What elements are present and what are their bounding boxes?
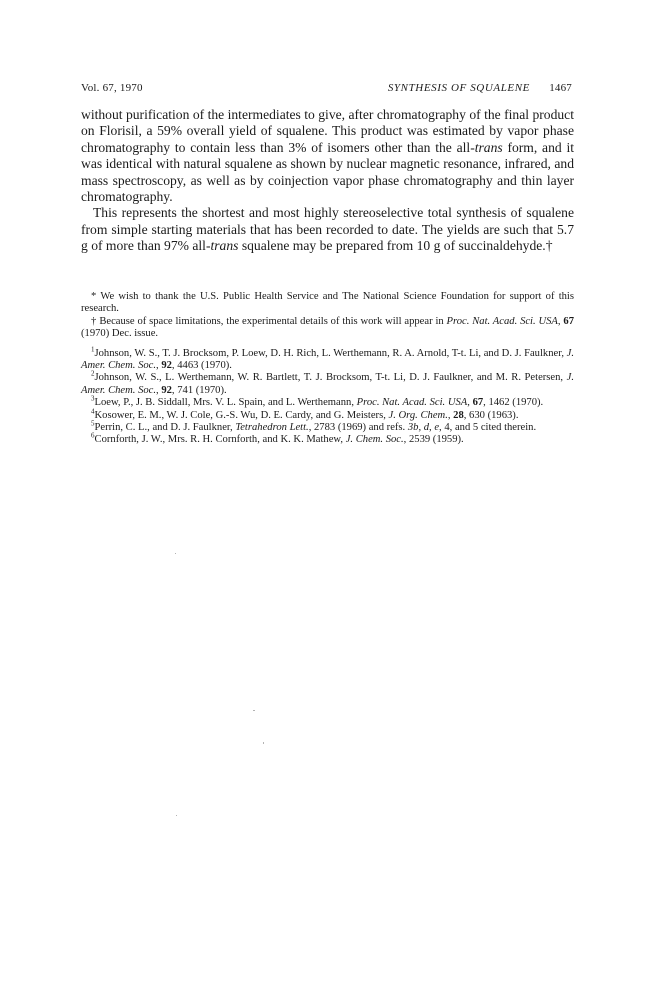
body-text [81,107,574,255]
scan-speck [263,742,264,744]
scan-speck [175,553,176,554]
scan-speck [176,815,177,816]
volume-year: Vol. 67, 1970 [81,82,143,94]
footnote-dagger: † Because of space limitations, the experimental details of this work will appear in Proc. Nat. Acad. Sci. USA, 67 (1970) Dec. issue. [81,315,574,340]
paragraph-2: This represents the shortest and most highly stereoselective total synthesis of squalene from simple starting materials that has been recorded to date. The yields are such that 5.7 g of more than 97% all-trans squalene may be prepared from 10 g of succinaldehyde.† [81,205,574,254]
paragraph-1: without purification of the intermediates to give, after chromatography of the final product on Florisil, a 59% overall yield of squalene. This product was estimated by vapor phase chromatography to contain less than 3% of isomers other than the all-trans form, and it was identical with natural squalene as shown by nuclear magnetic resonance, infrared, and mass spectroscopy, as well as by coinjection vapor phase chromatography and thin layer chromatography. [81,107,575,205]
reference-1: $^1$Johnson, W. S., T. J. Brocksom, P. Loew, D. H. Rich, L. Werthemann, R. A. Arnold, T-t. Li, and D. J. Faulkner, J. Amer. Chem. Soc., 92, 4463 (1970). [81,345,574,372]
footnote-acknowledgment: * We wish to thank the U.S. Public Health Service and The National Science Foundation for support of this research. [81,291,574,315]
reference-5: $^5$Perrin, C. L., and D. J. Faulkner, Tetrahedron Lett., 2783 (1969) and refs. 3b, d, e, 4, and 5 cited therein. [91,419,537,434]
reference-4: $^4$Kosower, E. M., W. J. Cole, G.-S. Wu, D. E. Cardy, and G. Meisters, J. Org. Chem., 28, 630 (1963). [91,407,519,421]
reference-2: $^2$Johnson, W. S., L. Werthemann, W. R. Bartlett, T. J. Brocksom, T-t. Li, D. J. Faulkner, and M. R. Petersen, J. Amer. Chem. Soc., 92, 741 (1970). [81,369,574,396]
reference-3: $^3$Loew, P., J. B. Siddall, Mrs. V. L. Spain, and L. Werthemann, Proc. Nat. Acad. Sci. USA, 67, 1462 (1970). [91,394,544,409]
scan-speck [253,710,255,711]
running-title: SYNTHESIS OF SQUALENE [387,82,530,94]
reference-6: $^6$Cornforth, J. W., Mrs. R. H. Cornforth, and K. K. Mathew, J. Chem. Soc., 2539 (1959). [91,431,464,446]
running-header [81,82,572,96]
page-number: 1467 [549,82,572,94]
footnotes [81,291,574,447]
